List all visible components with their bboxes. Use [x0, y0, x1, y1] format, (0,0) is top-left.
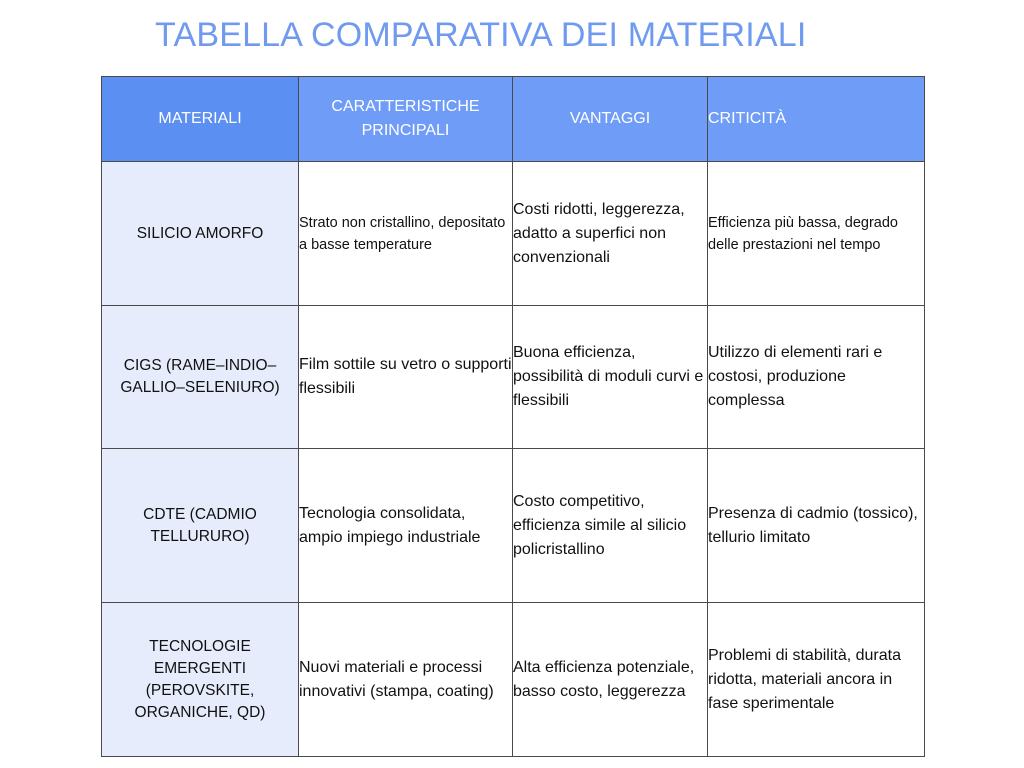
advantages-cell: Alta efficienza potenziale, basso costo, leggerezza — [513, 603, 708, 757]
table-header-row — [102, 77, 925, 162]
column-header-characteristics: CARATTERISTICHE PRINCIPALI — [299, 77, 513, 162]
table-row — [102, 449, 925, 603]
advantages-cell: Buona efficienza, possibilità di moduli curvi e flessibili — [513, 306, 708, 449]
table-row — [102, 306, 925, 449]
characteristics-cell: Tecnologia consolidata, ampio impiego industriale — [299, 449, 513, 603]
advantages-cell: Costi ridotti, leggerezza, adatto a superfici non convenzionali — [513, 162, 708, 306]
characteristics-cell: Film sottile su vetro o supporti flessibili — [299, 306, 513, 449]
page-title: TABELLA COMPARATIVA DEI MATERIALI — [155, 16, 807, 54]
characteristics-cell: Nuovi materiali e processi innovativi (stampa, coating) — [299, 603, 513, 757]
material-cell: CIGS (RAME–INDIO–GALLIO–SELENIURO) — [102, 306, 299, 449]
characteristics-cell: Strato non cristallino, depositato a basse temperature — [299, 162, 513, 306]
material-cell: TECNOLOGIE EMERGENTI (PEROVSKITE, ORGANICHE, QD) — [102, 603, 299, 757]
column-header-criticalities: CRITICITÀ — [708, 77, 925, 162]
table-row — [102, 162, 925, 306]
material-cell: CDTE (CADMIO TELLURURO) — [102, 449, 299, 603]
advantages-cell: Costo competitivo, efficienza simile al silicio policristallino — [513, 449, 708, 603]
material-cell: SILICIO AMORFO — [102, 162, 299, 306]
table-row — [102, 603, 925, 757]
criticalities-cell: Problemi di stabilità, durata ridotta, materiali ancora in fase sperimentale — [708, 603, 925, 757]
criticalities-cell: Presenza di cadmio (tossico), tellurio limitato — [708, 449, 925, 603]
column-header-advantages: VANTAGGI — [513, 77, 708, 162]
comparison-table — [101, 76, 925, 757]
criticalities-cell: Efficienza più bassa, degrado delle prestazioni nel tempo — [708, 162, 925, 306]
column-header-materials: MATERIALI — [102, 77, 299, 162]
criticalities-cell: Utilizzo di elementi rari e costosi, produzione complessa — [708, 306, 925, 449]
